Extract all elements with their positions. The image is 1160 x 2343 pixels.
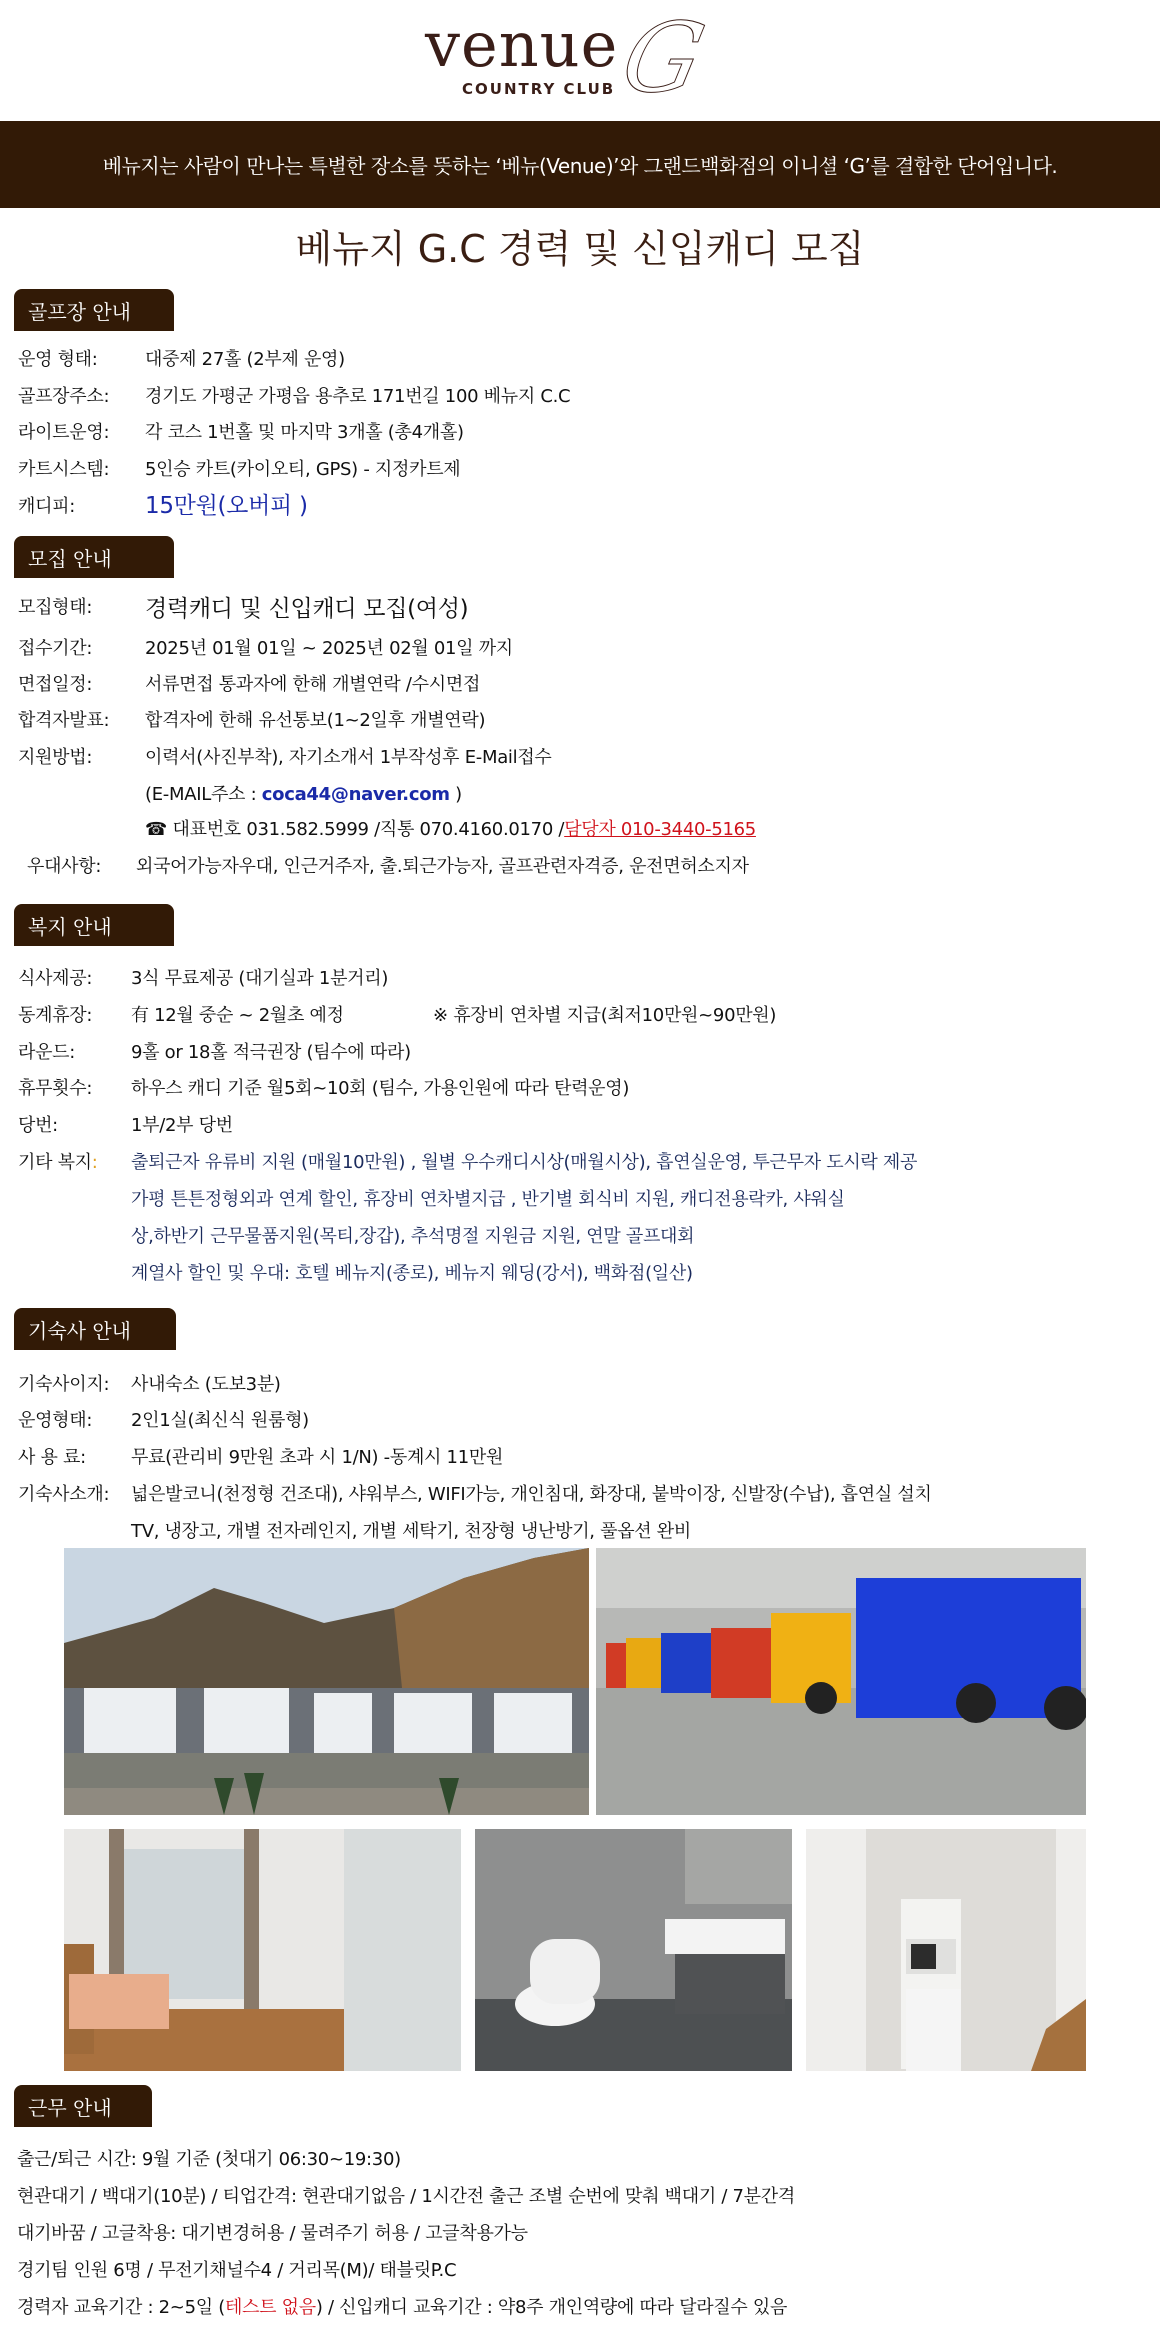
other-welfare-line: 계열사 할인 및 우대: 호텔 베뉴지(종로), 베뉴지 웨딩(강서), 백화점(일산) <box>131 1263 693 1284</box>
row-value: 有 12월 중순 ~ 2월초 예정 <box>131 1005 344 1026</box>
work-line-waiting: 현관대기 / 백대기(10분) / 티업간격: 현관대기없음 / 1시간전 출근 조별 순번에 맞춰 백대기 / 7분간격 <box>17 2186 795 2207</box>
row-label: 라운드: <box>18 1042 76 1063</box>
row-label: 지원방법: <box>18 747 93 768</box>
phone-icon: ☎ <box>145 819 168 840</box>
bathroom-photo <box>475 1829 792 2071</box>
other-welfare-line: 가평 튼튼정형외과 연계 할인, 휴장비 연차별지급 , 반기별 회식비 지원, 캐디전용락카, 샤워실 <box>131 1189 845 1210</box>
training-suffix: ) / 신입캐디 교육기간 : 약8주 개인역량에 따라 달라질수 있음 <box>315 2297 788 2318</box>
row-value: 각 코스 1번홀 및 마지막 3개홀 (총4개홀) <box>145 422 464 443</box>
row-label: 합격자발표: <box>18 710 110 731</box>
section-header-welfare: 복지 안내 <box>14 904 174 946</box>
row-label: 모집형태: <box>18 597 93 618</box>
logo-subtitle: COUNTRY CLUB <box>462 80 616 98</box>
page-title: 베뉴지 G.C 경력 및 신입캐디 모집 <box>295 227 865 271</box>
kitchen-photo <box>806 1829 1086 2071</box>
row-value: 외국어가능자우대, 인근거주자, 출.퇴근가능자, 골프관련자격증, 운전면허소지자 <box>136 856 749 877</box>
row-label: 캐디피: <box>18 496 76 517</box>
recruit-email-line <box>145 780 462 806</box>
row-value: 9홀 or 18홀 적극권장 (팀수에 따라) <box>131 1042 411 1063</box>
row-label: 당번: <box>18 1115 58 1136</box>
row-label: 골프장주소: <box>18 386 110 407</box>
work-line-team: 경기팀 인원 6명 / 무전기채널수4 / 거리목(M)/ 태블릿P.C <box>17 2260 457 2281</box>
dorm-intro-line2: TV, 냉장고, 개별 전자레인지, 개별 세탁기, 천장형 냉난방기, 풀옵션 완비 <box>131 1521 691 1542</box>
section-header-work: 근무 안내 <box>14 2085 152 2127</box>
row-value: 이력서(사진부착), 자기소개서 1부작성후 E-Mail접수 <box>145 747 552 768</box>
training-prefix: 경력자 교육기간 : 2~5일 ( <box>17 2297 225 2318</box>
work-line-swap: 대기바꿈 / 고글착용: 대기변경허용 / 물려주기 허용 / 고글착용가능 <box>17 2223 528 2244</box>
row-label: 기숙사이지: <box>18 1374 110 1395</box>
row-note: ※ 휴장비 연차별 지급(최저10만원~90만원) <box>433 1005 777 1026</box>
row-value: 2인1실(최신식 원룸형) <box>131 1410 309 1431</box>
row-label: 기타 복지: <box>18 1152 98 1173</box>
caddie-fee-value: 15만원(오버피 ) <box>145 493 308 519</box>
row-label: 접수기간: <box>18 638 93 659</box>
section-header-golf: 골프장 안내 <box>14 289 174 331</box>
other-welfare-line: 출퇴근자 유류비 지원 (매월10만원) , 월별 우수캐디시상(매월시상), 흡연실운영, 투근무자 도시락 제공 <box>131 1152 918 1173</box>
row-label: 기숙사소개: <box>18 1484 110 1505</box>
recruit-phone-line <box>145 815 756 841</box>
row-value: 합격자에 한해 유선통보(1~2일후 개별연락) <box>145 710 486 731</box>
email-prefix: (E-MAIL주소 : <box>145 784 262 805</box>
no-test-note: 테스트 없음 <box>224 2297 316 2318</box>
row-label: 휴무횟수: <box>18 1078 93 1099</box>
row-label: 식사제공: <box>18 968 93 989</box>
email-suffix: ) <box>449 784 462 805</box>
row-value: 1부/2부 당번 <box>131 1115 233 1136</box>
row-value: 하우스 캐디 기준 월5회~10회 (팀수, 가용인원에 따라 탄력운영) <box>131 1078 630 1099</box>
phone-numbers: 대표번호 031.582.5999 /직통 070.4160.0170 / <box>172 819 565 840</box>
row-label: 우대사항: <box>27 856 102 877</box>
section-header-recruit: 모집 안내 <box>14 536 174 578</box>
logo-wordmark: venue <box>425 8 619 81</box>
dorm-building-photo <box>64 1548 589 1815</box>
row-label: 카트시스템: <box>18 459 110 480</box>
brand-banner <box>0 121 1160 208</box>
golf-cart-photo <box>596 1548 1086 1815</box>
email-link[interactable]: coca44@naver.com <box>261 784 450 805</box>
row-value: 경력캐디 및 신입캐디 모집(여성) <box>145 596 469 622</box>
other-welfare-line: 상,하반기 근무물품지원(목티,장갑), 추석명절 지원금 지원, 연말 골프대회 <box>131 1226 695 1247</box>
row-label: 운영형태: <box>18 1410 93 1431</box>
row-value: 대중제 27홀 (2부제 운영) <box>145 349 345 370</box>
row-label: 사 용 료: <box>18 1447 86 1468</box>
row-value: 3식 무료제공 (대기실과 1분거리) <box>131 968 389 989</box>
row-value: 넓은발코니(천정형 건조대), 샤워부스, WIFI가능, 개인침대, 화장대, 붙박이장, 신발장(수납), 흡연실 설치 <box>131 1484 932 1505</box>
row-value: 2025년 01월 01일 ~ 2025년 02월 01일 까지 <box>145 638 513 659</box>
row-value: 경기도 가평군 가평읍 용추로 171번길 100 베뉴지 C.C <box>145 386 571 407</box>
manager-phone-link[interactable]: 담당자 010-3440-5165 <box>564 819 756 840</box>
venue-g-logo <box>0 0 1160 120</box>
row-label: 운영 형태: <box>18 349 98 370</box>
row-label: 면접일정: <box>18 674 93 695</box>
row-value: 5인승 카트(카이오티, GPS) - 지정카트제 <box>145 459 461 480</box>
row-value: 무료(관리비 9만원 초과 시 1/N) -동계시 11만원 <box>131 1447 504 1468</box>
banner-text: 베뉴지는 사람이 만나는 특별한 장소를 뜻하는 ‘베뉴(Venue)’와 그랜드백화점의 이니셜 ‘G’를 결합한 단어입니다. <box>102 154 1058 178</box>
logo-g-mark: G <box>613 2 714 114</box>
row-value: 사내숙소 (도보3분) <box>131 1374 281 1395</box>
work-line-hours: 출근/퇴근 시간: 9월 기준 (첫대기 06:30~19:30) <box>17 2149 401 2170</box>
row-label: 동계휴장: <box>18 1005 93 1026</box>
row-value: 서류면접 통과자에 한해 개별연락 /수시면접 <box>145 674 481 695</box>
bedroom-photo <box>64 1829 461 2071</box>
section-header-dorm: 기숙사 안내 <box>14 1308 176 1350</box>
work-line-training <box>17 2293 787 2319</box>
row-label: 라이트운영: <box>18 422 110 443</box>
